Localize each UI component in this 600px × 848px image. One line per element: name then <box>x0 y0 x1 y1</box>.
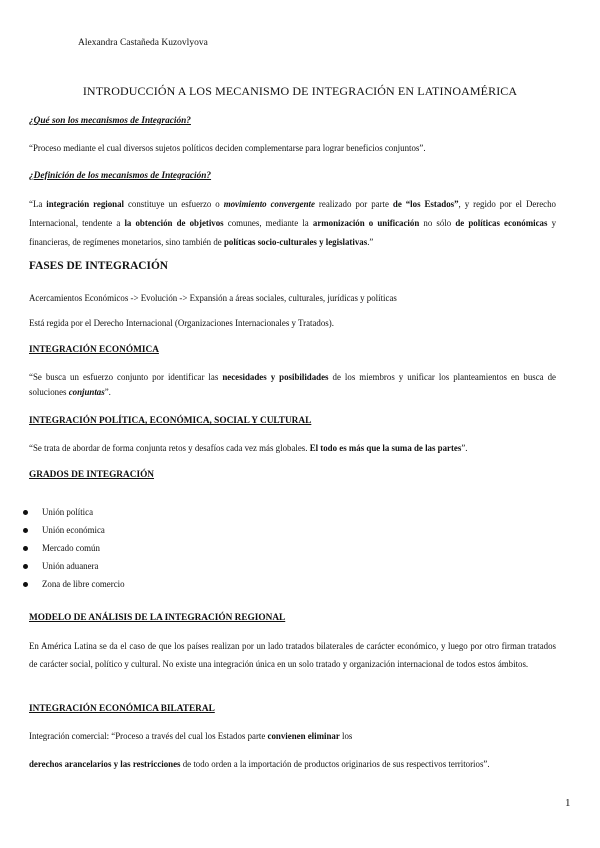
author-name: Alexandra Castañeda Kuzovlyova <box>78 38 208 48</box>
heading-que-son: ¿Qué son los mecanismos de Integración? <box>29 116 191 126</box>
bullet-icon <box>23 546 28 551</box>
list-item: Zona de libre comercio <box>19 575 125 593</box>
heading-definicion: ¿Definición de los mecanismos de Integración? <box>29 171 212 181</box>
paragraph-integracion-economica: “Se busca un esfuerzo conjunto por identificar las necesidades y posibilidades de los miembros y unificar los planteamientos en busca de soluciones conjuntas”. <box>29 372 556 397</box>
page-title: INTRODUCCIÓN A LOS MECANISMO DE INTEGRACIÓN EN LATINOAMÉRICA <box>82 84 518 98</box>
list-item: Mercado común <box>19 539 125 557</box>
paragraph-modelo: En América Latina se da el caso de que los países realizan por un lado tratados bilaterales de carácter económico, y luego por otro firman tratados de carácter social, político y cultural. No existe una integración única en un solo tratado y organización internacional de todos estos ámbitos. <box>29 641 556 669</box>
heading-grados: GRADOS DE INTEGRACIÓN <box>29 470 155 480</box>
paragraph-integracion-politica: “Se trata de abordar de forma conjunta retos y desafíos cada vez más globales. El todo es más que la suma de las partes”. <box>29 443 468 453</box>
grados-list <box>19 503 125 593</box>
page-number: 1 <box>565 797 571 809</box>
bullet-icon <box>23 564 28 569</box>
paragraph-que-son: “Proceso mediante el cual diversos sujetos políticos deciden complementarse para lograr beneficios conjuntos”. <box>29 143 426 153</box>
list-item: Unión económica <box>19 521 125 539</box>
bilateral-line-1: Integración comercial: “Proceso a través del cual los Estados parte convienen eliminar los <box>29 731 353 741</box>
fases-line-1: Acercamientos Económicos -> Evolución -> Expansión a áreas sociales, culturales, jurídicas y políticas <box>29 293 397 303</box>
bullet-icon <box>23 510 28 515</box>
list-item: Unión política <box>19 503 125 521</box>
heading-integracion-politica: INTEGRACIÓN POLÍTICA, ECONÓMICA, SOCIAL Y CULTURAL <box>29 416 312 426</box>
bullet-icon <box>23 582 28 587</box>
heading-modelo: MODELO DE ANÁLISIS DE LA INTEGRACIÓN REGIONAL <box>29 613 286 623</box>
heading-integracion-economica: INTEGRACIÓN ECONÓMICA <box>29 345 159 355</box>
paragraph-definicion: “La integración regional constituye un esfuerzo o movimiento convergente realizado por parte de “los Estados”, y regido por el Derecho Internacional, tendente a la obtención de objetivos comunes, mediante la armonización o unificación no sólo de políticas económicas y financieras, de regímenes monetarios, sino también de políticas socio-culturales y legislativas.” <box>29 199 557 247</box>
bilateral-line-2: derechos arancelarios y las restricciones de todo orden a la importación de productos originarios de sus respectivos territorios”. <box>29 759 490 769</box>
heading-fases: FASES DE INTEGRACIÓN <box>29 260 169 272</box>
bullet-icon <box>23 528 28 533</box>
heading-bilateral: INTEGRACIÓN ECONÓMICA BILATERAL <box>29 704 215 714</box>
list-item: Unión aduanera <box>19 557 125 575</box>
fases-line-2: Está regida por el Derecho Internacional (Organizaciones Internacionales y Tratados). <box>29 318 334 328</box>
